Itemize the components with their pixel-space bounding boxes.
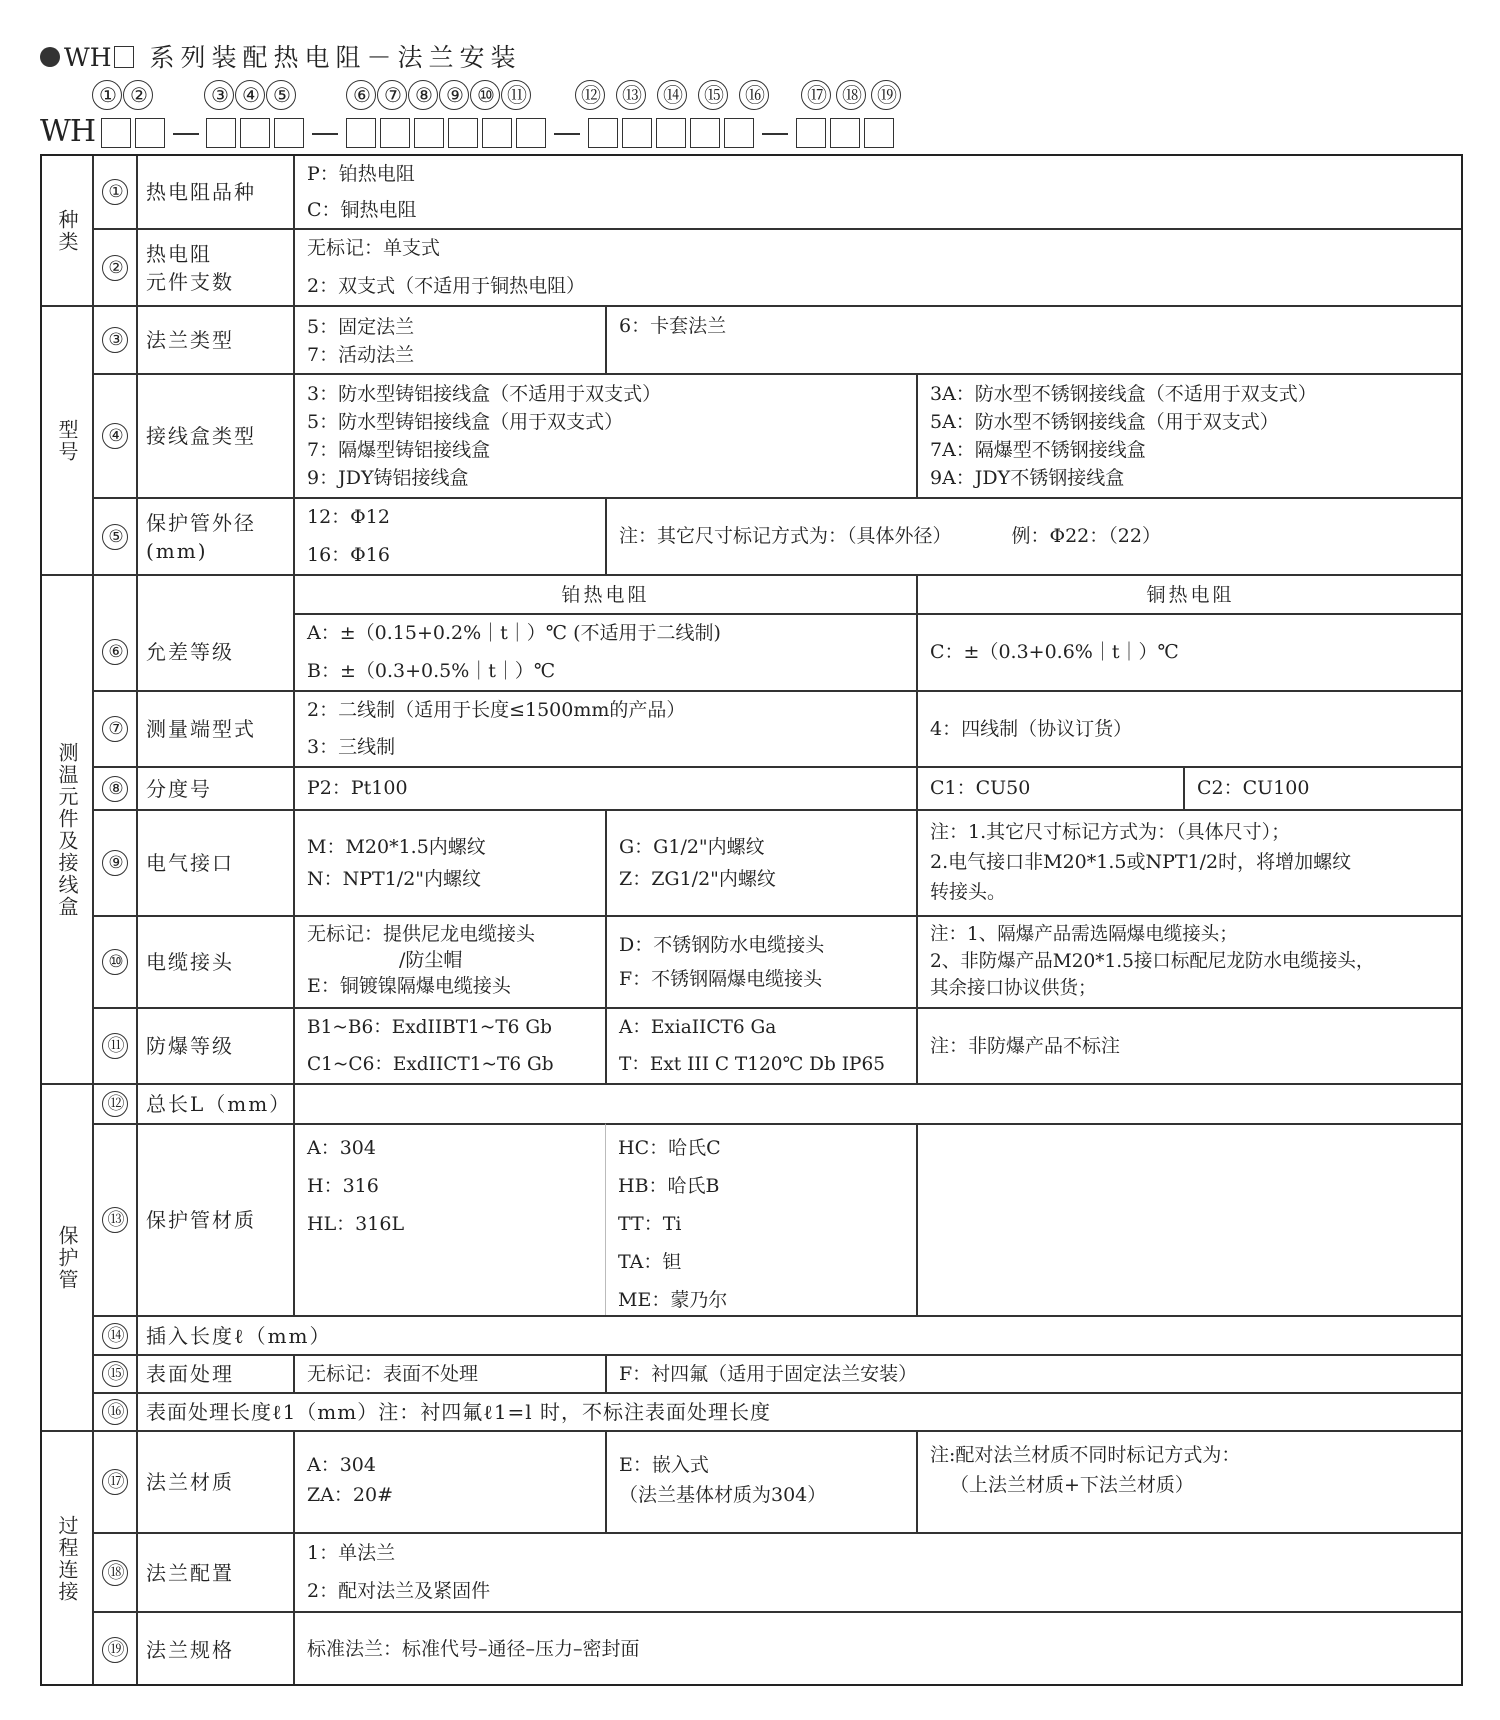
row-label — [136, 228, 293, 305]
row-label-line: 热电阻 — [146, 241, 212, 266]
option-text: 3A：防水型不锈钢接线盒（不适用于双支式） — [930, 383, 1317, 405]
code-number: ⑨ — [439, 80, 469, 110]
option-cell — [293, 1354, 605, 1392]
option-text: 7A：隔爆型不锈钢接线盒 — [930, 439, 1146, 461]
note-text: 2.电气接口非M20*1.5或NPT1/2时，将增加螺纹 — [930, 851, 1352, 873]
option-cell — [605, 1123, 916, 1315]
option-cell — [1183, 766, 1463, 809]
row-label — [136, 497, 293, 574]
row-number: ⑱ — [92, 1532, 136, 1611]
code-box — [101, 118, 131, 148]
option-text: Z：ZG1/2"内螺纹 — [619, 868, 776, 890]
code-number: ⑬ — [616, 80, 646, 110]
option-text: M：M20*1.5内螺纹 — [307, 836, 486, 858]
code-box — [588, 118, 618, 148]
row-number: ⑧ — [92, 766, 136, 809]
option-text: E：嵌入式 — [619, 1454, 709, 1476]
title-text: 系列装配热电阻－法兰安装 — [149, 43, 522, 72]
category-process: 过程连接 — [40, 1430, 92, 1686]
option-text: C1~C6：ExdIICT1~T6 Gb — [307, 1054, 554, 1075]
option-cell — [916, 690, 1463, 766]
code-number: ⑧ — [408, 80, 438, 110]
row-number: ② — [92, 228, 136, 305]
code-box — [516, 118, 546, 148]
option-text: 4：四线制（协议订货） — [930, 717, 1133, 740]
code-box — [206, 118, 236, 148]
option-cell — [605, 1430, 916, 1532]
row-label: 测量端型式 — [136, 690, 293, 766]
option-text: C：±（0.3+0.6%｜t｜）℃ — [930, 641, 1179, 663]
option-text: C1：CU50 — [930, 777, 1031, 799]
option-text: 无标记：单支式 — [307, 237, 441, 260]
row-number: ⑪ — [92, 1007, 136, 1083]
note-cell — [916, 809, 1463, 915]
row-label: 分度号 — [136, 766, 293, 809]
option-text: H：316 — [307, 1175, 379, 1197]
code-number: ⑩ — [470, 80, 500, 110]
row-label-line: (mm) — [146, 538, 208, 563]
row-label: 法兰类型 — [136, 305, 293, 373]
option-cell — [293, 809, 605, 915]
option-text: 3：三线制 — [307, 736, 396, 758]
option-text: A：304 — [307, 1137, 376, 1159]
row-label: 法兰材质 — [136, 1430, 293, 1532]
column-header-copper: 铜热电阻 — [916, 574, 1463, 613]
note-text: 注：非防爆产品不标注 — [930, 1034, 1121, 1057]
code-number: ⑥ — [346, 80, 376, 110]
row-label-line: 元件支数 — [146, 269, 234, 294]
note-text: 注:配对法兰材质不同时标记方式为： — [930, 1444, 1241, 1466]
option-text: /防尘帽 — [399, 949, 463, 971]
code-box — [448, 118, 478, 148]
code-number: ⑱ — [836, 80, 866, 110]
code-number: ⑲ — [871, 80, 901, 110]
row-number: ⑦ — [92, 690, 136, 766]
option-text: F：衬四氟（适用于固定法兰安装） — [619, 1362, 918, 1385]
row-number: ⑫ — [92, 1083, 136, 1123]
option-text: A：304 — [307, 1454, 376, 1476]
option-cell — [293, 1123, 605, 1315]
option-text: 2：二线制（适用于长度≤1500mm的产品） — [307, 699, 686, 721]
option-text: 3：防水型铸铝接线盒（不适用于双支式） — [307, 383, 662, 405]
code-box — [346, 118, 376, 148]
code-number: ⑫ — [575, 80, 605, 110]
code-number: ③ — [204, 80, 234, 110]
row-label: 接线盒类型 — [136, 373, 293, 497]
code-number: ⑪ — [501, 80, 531, 110]
code-number: ⑯ — [739, 80, 769, 110]
example-text: 例：Φ22：（22） — [1011, 525, 1161, 547]
option-text: F：不锈钢隔爆电缆接头 — [619, 968, 823, 990]
option-cell — [293, 613, 916, 690]
note-cell — [916, 915, 1463, 1007]
option-cell — [605, 809, 916, 915]
code-dash — [762, 133, 788, 135]
row-number: ⑮ — [92, 1354, 136, 1392]
option-text: 6：卡套法兰 — [619, 315, 727, 337]
row-label-empty — [136, 574, 293, 613]
option-text: 9A：JDY不锈钢接线盒 — [930, 467, 1125, 489]
row-number: ③ — [92, 305, 136, 373]
code-box — [135, 118, 165, 148]
option-text: G：G1/2"内螺纹 — [619, 836, 765, 858]
row-label: 保护管材质 — [136, 1123, 293, 1315]
code-dash — [173, 133, 199, 135]
row-label: 总长L（mm） — [136, 1083, 293, 1123]
option-cell — [293, 228, 1463, 305]
option-cell — [293, 1430, 605, 1532]
option-text: T：Ext III C T120℃ Db IP65 — [619, 1054, 886, 1075]
row-label: 法兰配置 — [136, 1532, 293, 1611]
option-text: B：±（0.3+0.5%｜t｜）℃ — [307, 659, 556, 682]
option-cell — [293, 1007, 605, 1083]
option-text: 5：防水型铸铝接线盒（用于双支式） — [307, 411, 624, 433]
option-text: 标准法兰：标准代号–通径–压力–密封面 — [307, 1638, 640, 1660]
code-box — [414, 118, 444, 148]
note-cell — [916, 1430, 1463, 1532]
row-label: 电气接口 — [136, 809, 293, 915]
option-text: TT：Ti — [618, 1213, 682, 1235]
row-number: ⑭ — [92, 1315, 136, 1354]
note-text: 其余接口协议供货； — [930, 978, 1097, 999]
row-number: ⑩ — [92, 915, 136, 1007]
note-text: 注：其它尺寸标记方式为：（具体外径） — [619, 525, 952, 547]
row-label: 允差等级 — [136, 613, 293, 690]
code-number: ⑮ — [698, 80, 728, 110]
option-cell — [293, 305, 605, 373]
row-label: 表面处理 — [136, 1354, 293, 1392]
option-text: 5：固定法兰 — [307, 316, 415, 338]
option-text: HL：316L — [307, 1213, 405, 1235]
row-number: ⑨ — [92, 809, 136, 915]
value-cell-empty — [293, 1083, 1463, 1123]
row-label: 表面处理长度ℓ1（mm）注：衬四氟ℓ1=l 时，不标注表面处理长度 — [136, 1392, 1463, 1430]
option-text: D：不锈钢防水电缆接头 — [619, 934, 825, 956]
note-text: 注：1.其它尺寸标记方式为：（具体尺寸）； — [930, 821, 1291, 843]
code-box — [796, 118, 826, 148]
option-cell — [293, 1532, 1463, 1611]
code-number: ⑦ — [377, 80, 407, 110]
option-cell — [916, 373, 1463, 497]
code-box — [240, 118, 270, 148]
title-prefix: WH — [64, 43, 112, 72]
code-box — [622, 118, 652, 148]
category-tube: 保护管 — [40, 1083, 92, 1430]
option-cell — [293, 915, 605, 1007]
option-text: 5A：防水型不锈钢接线盒（用于双支式） — [930, 411, 1279, 433]
category-kind: 种类 — [40, 154, 92, 305]
code-box — [482, 118, 512, 148]
option-text: 2：配对法兰及紧固件 — [307, 1580, 491, 1603]
code-box — [864, 118, 894, 148]
option-text: HB：哈氏B — [618, 1175, 720, 1197]
value-cell-empty — [916, 1123, 1463, 1315]
option-cell — [293, 690, 916, 766]
option-cell — [605, 915, 916, 1007]
code-number: ② — [123, 80, 153, 110]
option-text: 7：隔爆型铸铝接线盒 — [307, 439, 491, 461]
note-text: 转接头。 — [930, 881, 1007, 903]
code-box — [830, 118, 860, 148]
bullet-icon — [40, 47, 60, 67]
option-text: E：铜镀镍隔爆电缆接头 — [307, 975, 511, 997]
code-box — [274, 118, 304, 148]
option-text: C2：CU100 — [1197, 777, 1310, 799]
row-label: 法兰规格 — [136, 1611, 293, 1686]
row-label: 防爆等级 — [136, 1007, 293, 1083]
option-text: 16：Φ16 — [307, 543, 390, 566]
option-text: P：铂热电阻 — [307, 162, 415, 185]
row-number: ⑰ — [92, 1430, 136, 1532]
option-text: ME：蒙乃尔 — [618, 1289, 728, 1311]
option-text: 无标记：表面不处理 — [307, 1362, 479, 1385]
placeholder-box-icon — [114, 46, 134, 68]
code-number: ① — [92, 80, 122, 110]
category-model: 型号 — [40, 305, 92, 574]
code-dash — [312, 133, 338, 135]
option-cell — [293, 497, 605, 574]
row-number: ⑤ — [92, 497, 136, 574]
code-number: ⑤ — [266, 80, 296, 110]
option-text: HC：哈氏C — [618, 1137, 721, 1159]
option-cell — [605, 1354, 1463, 1392]
row-number: ⑲ — [92, 1611, 136, 1686]
option-text: C：铜热电阻 — [307, 198, 417, 221]
option-text: B1~B6：ExdIIBT1~T6 Gb — [307, 1017, 552, 1038]
note-text: 注：1、隔爆产品需选隔爆电缆接头； — [930, 924, 1238, 945]
row-number-empty — [92, 574, 136, 613]
option-text: TA：钽 — [618, 1251, 682, 1273]
category-sensor: 测温元件及接线盒 — [40, 574, 92, 1083]
option-cell — [605, 305, 1463, 373]
option-text: 7：活动法兰 — [307, 344, 415, 366]
row-label-line: 保护管外径 — [146, 510, 256, 535]
option-cell — [605, 1007, 916, 1083]
option-text: 无标记：提供尼龙电缆接头 — [307, 923, 536, 945]
note-cell — [605, 497, 1463, 574]
option-text: A：ExiaIICT6 Ga — [619, 1017, 777, 1038]
option-text: P2：Pt100 — [307, 777, 408, 799]
row-number: ⑬ — [92, 1123, 136, 1315]
row-number: ① — [92, 154, 136, 228]
note-text: （上法兰材质+下法兰材质） — [950, 1474, 1194, 1496]
option-cell — [293, 373, 916, 497]
code-dash — [554, 133, 580, 135]
page-title — [40, 38, 521, 74]
option-cell — [293, 766, 916, 809]
option-text: 2：双支式（不适用于铜热电阻） — [307, 274, 586, 297]
column-header-platinum: 铂热电阻 — [293, 574, 916, 613]
code-box — [656, 118, 686, 148]
option-text: N：NPT1/2"内螺纹 — [307, 868, 482, 890]
option-cell — [293, 154, 1463, 228]
note-text: 2、非防爆产品M20*1.5接口标配尼龙防水电缆接头， — [930, 951, 1375, 972]
code-box — [724, 118, 754, 148]
option-text: （法兰基体材质为304） — [619, 1484, 827, 1506]
option-cell — [916, 766, 1183, 809]
row-label: 电缆接头 — [136, 915, 293, 1007]
code-box — [380, 118, 410, 148]
option-cell — [916, 613, 1463, 690]
note-cell — [916, 1007, 1463, 1083]
row-number: ④ — [92, 373, 136, 497]
code-box — [690, 118, 720, 148]
code-number: ④ — [235, 80, 265, 110]
option-text: 1：单法兰 — [307, 1541, 396, 1564]
option-text: A：±（0.15+0.2%｜t｜）℃ (不适用于二线制) — [307, 622, 721, 645]
code-number: ⑰ — [801, 80, 831, 110]
row-label: 插入长度ℓ（mm） — [136, 1315, 1463, 1354]
row-number: ⑥ — [92, 613, 136, 690]
code-prefix: WH — [40, 114, 95, 149]
option-text: 9：JDY铸铝接线盒 — [307, 467, 469, 489]
option-text: ZA：20# — [307, 1484, 394, 1506]
row-number: ⑯ — [92, 1392, 136, 1430]
row-label: 热电阻品种 — [136, 154, 293, 228]
code-number: ⑭ — [657, 80, 687, 110]
option-cell — [293, 1611, 1463, 1686]
option-text: 12：Φ12 — [307, 506, 390, 529]
